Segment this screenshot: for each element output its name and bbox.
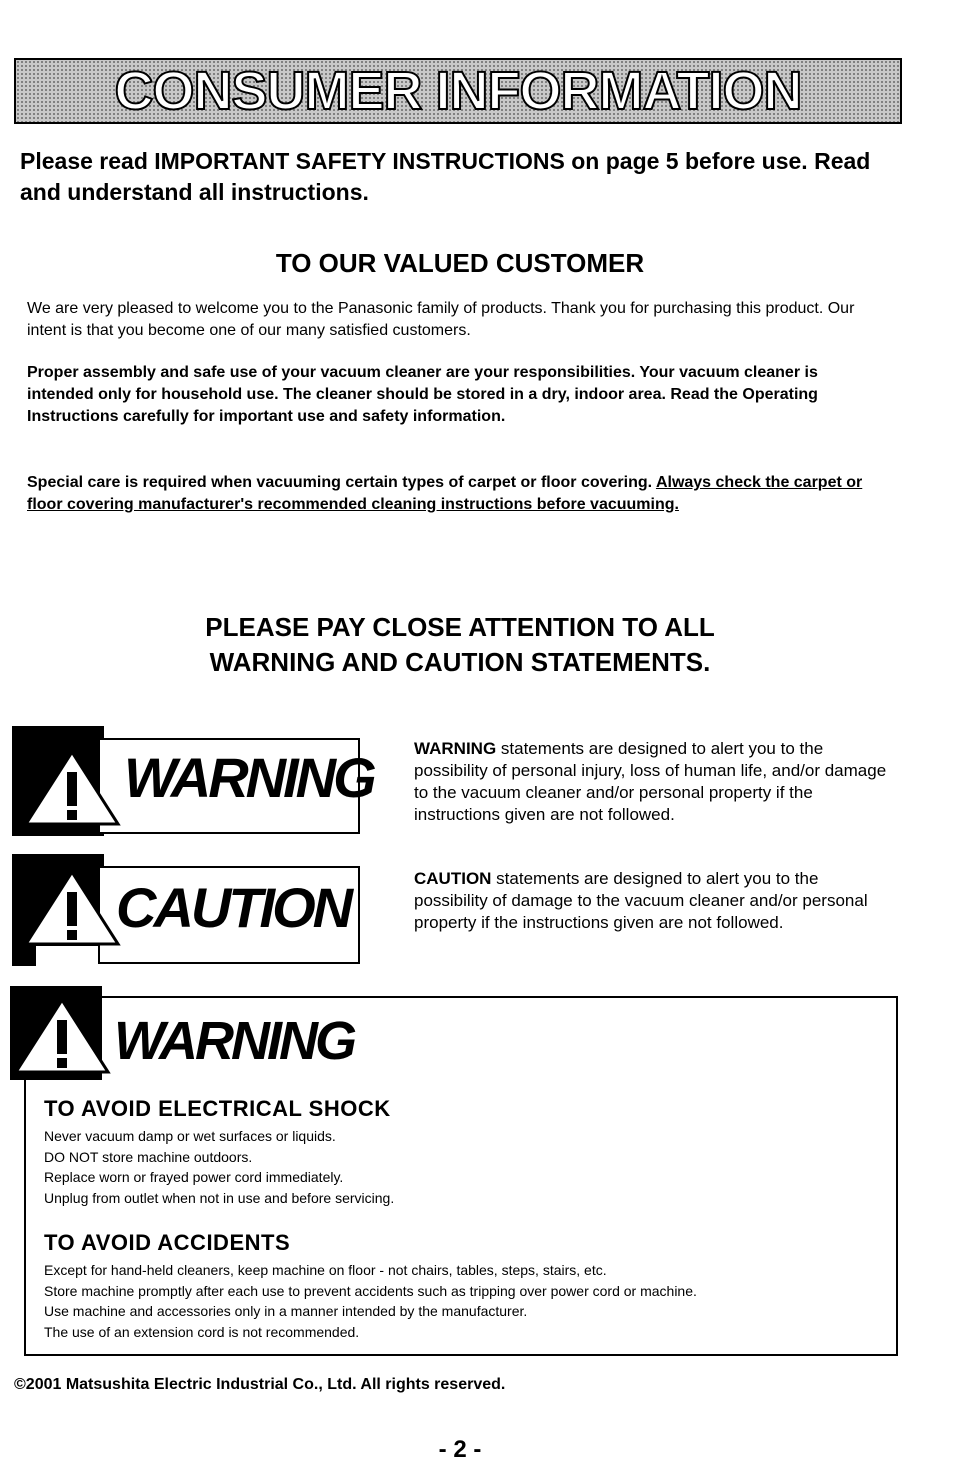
list-item: Never vacuum damp or wet surfaces or liquids. bbox=[44, 1128, 336, 1144]
warning-box-triangle-icon bbox=[12, 996, 112, 1076]
list-item: DO NOT store machine outdoors. bbox=[44, 1148, 253, 1165]
warning-description bbox=[414, 738, 894, 826]
attention-heading bbox=[0, 610, 920, 680]
list-item: Unplug from outlet when not in use and before servicing. bbox=[44, 1189, 395, 1206]
caution-description-keyword: CAUTION bbox=[414, 869, 492, 888]
special-care-text: Special care is required when vacuuming certain types of carpet or floor covering. bbox=[27, 474, 656, 491]
accidents-list bbox=[44, 1260, 884, 1342]
special-care-paragraph bbox=[27, 472, 887, 516]
list-item: Except for hand-held cleaners, keep machine on floor - not chairs, tables, steps, stairs, etc. bbox=[44, 1262, 607, 1278]
list-item: Use machine and accessories only in a manner intended by the manufacturer. bbox=[44, 1303, 528, 1319]
page-title: CONSUMER INFORMATION bbox=[114, 61, 802, 121]
list-item: Replace worn or frayed power cord immediately. bbox=[44, 1169, 344, 1185]
welcome-paragraph: We are very pleased to welcome you to the Panasonic family of products. Thank you for purchasing this product. Our intent is that you become one of our many satisfied customers. bbox=[27, 300, 855, 339]
caution-description bbox=[414, 868, 894, 934]
consumer-information-banner bbox=[14, 58, 902, 124]
attention-heading-line-1: PLEASE PAY CLOSE ATTENTION TO ALL bbox=[205, 612, 715, 642]
attention-heading-line-2: WARNING AND CAUTION STATEMENTS. bbox=[209, 647, 711, 677]
caution-triangle-icon bbox=[22, 868, 122, 948]
electrical-shock-heading: TO AVOID ELECTRICAL SHOCK bbox=[44, 1096, 391, 1121]
responsibility-paragraph: Proper assembly and safe use of your vacuum cleaner are your responsibilities. Your vacuum cleaner is intended only for household use. The cleaner should be stored in a dry, indoor area. Read the Operating Instructions carefully for important use and safety information. bbox=[27, 364, 818, 425]
copyright: ©2001 Matsushita Electric Industrial Co., Ltd. All rights reserved. bbox=[14, 1376, 506, 1393]
warning-box-word: WARNING bbox=[114, 1011, 354, 1071]
valued-customer-heading: TO OUR VALUED CUSTOMER bbox=[275, 248, 645, 278]
warning-description-keyword: WARNING bbox=[414, 739, 497, 758]
electrical-shock-list bbox=[44, 1126, 884, 1208]
warning-description-text: statements are designed to alert you to the possibility of personal injury, loss of human life, and/or damage to the vacuum cleaner and/or personal property if the instructions given are not followed. bbox=[414, 739, 887, 824]
page-number: - 2 - bbox=[438, 1436, 482, 1463]
warning-triangle-icon bbox=[22, 748, 122, 828]
warning-word: WARNING bbox=[124, 746, 374, 809]
caution-word: CAUTION bbox=[116, 876, 351, 939]
accidents-heading: TO AVOID ACCIDENTS bbox=[44, 1230, 291, 1255]
list-item: The use of an extension cord is not recommended. bbox=[44, 1323, 360, 1340]
safety-instructions-notice: Please read IMPORTANT SAFETY INSTRUCTIONS on page 5 before use. Read and understand all instructions. bbox=[20, 148, 871, 205]
special-care-underlined-text: Always check the carpet or floor covering manufacturer's recommended cleaning instructions before vacuuming. bbox=[27, 474, 863, 513]
caution-description-text: statements are designed to alert you to the possibility of damage to the vacuum cleaner and/or personal property if the instructions given are not followed. bbox=[414, 869, 868, 932]
caution-badge bbox=[12, 854, 360, 966]
warning-box-badge bbox=[10, 986, 370, 1080]
warning-badge bbox=[12, 726, 374, 836]
list-item: Store machine promptly after each use to prevent accidents such as tripping over power cord or machine. bbox=[44, 1282, 697, 1299]
